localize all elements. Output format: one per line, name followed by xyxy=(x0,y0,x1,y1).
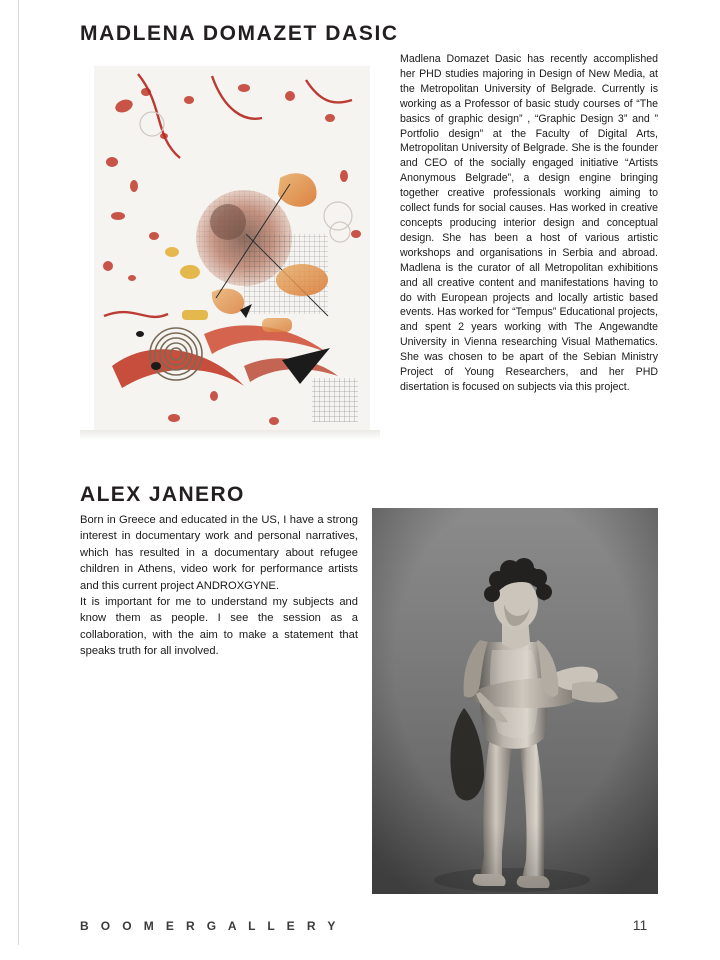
artwork-shadow xyxy=(80,430,380,440)
artwork-image-madlena xyxy=(94,66,370,438)
footer-brand: B O O M E R G A L L E R Y xyxy=(80,919,340,933)
artist-name-alex-janero: ALEX JANERO xyxy=(80,483,245,506)
artist-bio-madlena-domazet-dasic: Madlena Domazet Dasic has recently accomplished her PHD studies majoring in Design of New Media, at the Metropolitan University of Belgrade. Currently is working as a Professor of basic study courses of “The basics of graphic design” , “Graphic Design 3” and ” Portfolio design” at the Faculty of Digital Arts, Metropolitan University of Belgrade. She is the founder and CEO of the socially engaged initiative “Artists Anonymous Belgrade”, a design engine bringing together creative professionals working aiming to collect funds for social causes. Has worked in creative concepts producing interior design and conceptual design. She has been a host of various artistic workshops and organisations in Serbia and abroad. Madlena is the curator of all Metropolitan exhibitions and all creative content and manifestations having to do with European projects and locally artistic based events. Has worked for “Tempus” Educational projects, and spent 2 years working with The Angewandte University in Vienna researching Visual Mathematics. She was chosen to be apart of the Sebian Ministry Project of Young Researchers, and her PHD disertation is focused on subjects via this project. xyxy=(400,53,658,393)
page-left-rule xyxy=(18,0,19,945)
artist-bio-paragraph-2: It is important for me to understand my subjects and know them as people. I see the session as a collaboration, with the aim to make a statement that speaks truth for all involved. xyxy=(80,596,358,658)
artist-photo-alex-janero xyxy=(372,508,658,894)
artist-bio-alex-janero xyxy=(80,512,358,660)
artist-bio-paragraph-1: Born in Greece and educated in the US, I have a strong interest in documentary work and personal narratives, which has resulted in a documentary about refugee children in Athens, video work for performance artists and this current project ANDROXGYNE. xyxy=(80,514,358,592)
page-number: 11 xyxy=(632,917,648,933)
artist-name-madlena-domazet-dasic: MADLENA DOMAZET DASIC xyxy=(80,22,399,45)
